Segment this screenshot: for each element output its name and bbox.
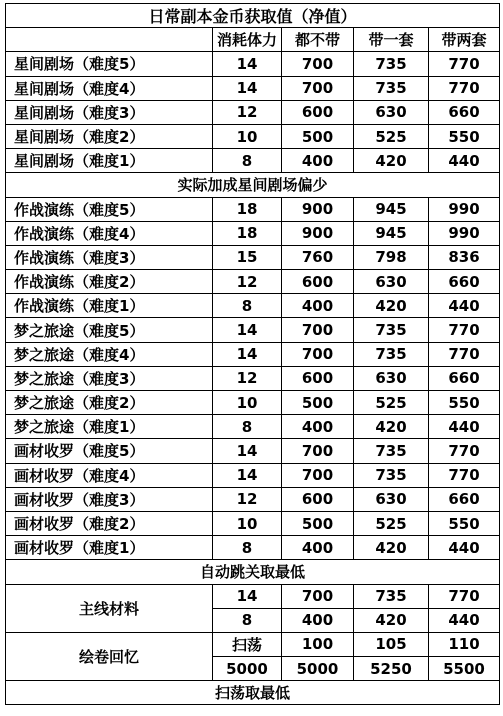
value-cell-two-sets[interactable]: 836 — [429, 245, 500, 269]
spreadsheet-table — [5, 3, 500, 705]
header-cell-none[interactable]: 都不带 — [282, 28, 354, 52]
value-cell-one-set[interactable]: 105 — [354, 632, 429, 656]
value-cell-none[interactable]: 900 — [282, 221, 354, 245]
table-row — [6, 294, 500, 318]
value-cell-none[interactable]: 500 — [282, 124, 354, 148]
value-cell-one-set[interactable]: 420 — [354, 415, 429, 439]
table-row — [6, 439, 500, 463]
table-row — [6, 52, 500, 76]
value-cell-two-sets[interactable]: 770 — [429, 584, 500, 608]
value-cell-one-set[interactable]: 420 — [354, 294, 429, 318]
footer-row — [6, 681, 500, 705]
value-cell-one-set[interactable]: 735 — [354, 318, 429, 342]
value-cell-none[interactable]: 600 — [282, 100, 354, 124]
header-cell-empty[interactable] — [6, 28, 213, 52]
row-name-cell[interactable]: 画材收罗（难度4） — [6, 463, 213, 487]
row-name-cell[interactable]: 画材收罗（难度2） — [6, 511, 213, 535]
row-name-cell[interactable]: 作战演练（难度4） — [6, 221, 213, 245]
row-name-cell[interactable]: 画材收罗（难度3） — [6, 487, 213, 511]
table-row — [6, 342, 500, 366]
value-cell-one-set[interactable]: 630 — [354, 366, 429, 390]
value-cell-stamina[interactable]: 14 — [213, 439, 282, 463]
value-cell-stamina[interactable]: 12 — [213, 487, 282, 511]
note-row — [6, 560, 500, 584]
table-row — [6, 221, 500, 245]
row-name-cell[interactable]: 作战演练（难度5） — [6, 197, 213, 221]
value-cell-two-sets[interactable]: 440 — [429, 294, 500, 318]
value-cell-none[interactable]: 760 — [282, 245, 354, 269]
value-cell-one-set[interactable]: 735 — [354, 342, 429, 366]
row-name-cell[interactable]: 星间剧场（难度3） — [6, 100, 213, 124]
value-cell-two-sets[interactable]: 440 — [429, 536, 500, 560]
note-row — [6, 173, 500, 197]
table-row — [6, 511, 500, 535]
row-name-cell[interactable]: 星间剧场（难度2） — [6, 124, 213, 148]
row-name-cell[interactable]: 梦之旅途（难度5） — [6, 318, 213, 342]
value-cell-none[interactable]: 5000 — [282, 657, 354, 681]
table-row — [6, 415, 500, 439]
row-name-cell[interactable]: 梦之旅途（难度1） — [6, 415, 213, 439]
header-row — [6, 28, 500, 52]
value-cell-one-set[interactable]: 630 — [354, 487, 429, 511]
value-cell-one-set[interactable]: 798 — [354, 245, 429, 269]
value-cell-two-sets[interactable]: 990 — [429, 197, 500, 221]
value-cell-stamina[interactable]: 18 — [213, 221, 282, 245]
value-cell-stamina[interactable]: 14 — [213, 342, 282, 366]
value-cell-one-set[interactable]: 630 — [354, 270, 429, 294]
table-row — [6, 463, 500, 487]
row-name-cell[interactable]: 作战演练（难度3） — [6, 245, 213, 269]
section-note[interactable]: 自动跳关取最低 — [6, 560, 500, 584]
row-name-cell[interactable]: 星间剧场（难度5） — [6, 52, 213, 76]
header-cell-two-sets[interactable]: 带两套 — [429, 28, 500, 52]
value-cell-one-set[interactable]: 420 — [354, 149, 429, 173]
header-cell-one-set[interactable]: 带一套 — [354, 28, 429, 52]
value-cell-two-sets[interactable]: 990 — [429, 221, 500, 245]
header-cell-stamina[interactable]: 消耗体力 — [213, 28, 282, 52]
value-cell-none[interactable]: 700 — [282, 463, 354, 487]
value-cell-none[interactable]: 600 — [282, 366, 354, 390]
value-cell-stamina[interactable]: 14 — [213, 584, 282, 608]
value-cell-two-sets[interactable]: 440 — [429, 149, 500, 173]
value-cell-one-set[interactable]: 735 — [354, 439, 429, 463]
value-cell-none[interactable]: 400 — [282, 415, 354, 439]
row-name-cell[interactable]: 作战演练（难度2） — [6, 270, 213, 294]
value-cell-two-sets[interactable]: 660 — [429, 487, 500, 511]
value-cell-one-set[interactable]: 5250 — [354, 657, 429, 681]
value-cell-one-set[interactable]: 945 — [354, 197, 429, 221]
value-cell-stamina[interactable]: 18 — [213, 197, 282, 221]
row-name-cell[interactable]: 梦之旅途（难度2） — [6, 391, 213, 415]
title-row — [6, 4, 500, 28]
value-cell-stamina[interactable]: 12 — [213, 100, 282, 124]
value-cell-none[interactable]: 700 — [282, 52, 354, 76]
value-cell-stamina[interactable]: 14 — [213, 52, 282, 76]
value-cell-none[interactable]: 400 — [282, 149, 354, 173]
value-cell-none[interactable]: 100 — [282, 632, 354, 656]
table-row — [6, 318, 500, 342]
value-cell-none[interactable]: 600 — [282, 487, 354, 511]
value-cell-one-set[interactable]: 525 — [354, 511, 429, 535]
row-name-cell[interactable]: 星间剧场（难度1） — [6, 149, 213, 173]
value-cell-stamina[interactable]: 8 — [213, 536, 282, 560]
value-cell-stamina[interactable]: 8 — [213, 149, 282, 173]
value-cell-stamina[interactable]: 8 — [213, 294, 282, 318]
value-cell-stamina[interactable]: 14 — [213, 463, 282, 487]
value-cell-two-sets[interactable]: 770 — [429, 342, 500, 366]
value-cell-one-set[interactable]: 735 — [354, 52, 429, 76]
value-cell-none[interactable]: 600 — [282, 270, 354, 294]
value-cell-two-sets[interactable]: 660 — [429, 270, 500, 294]
value-cell-none[interactable]: 400 — [282, 608, 354, 632]
value-cell-two-sets[interactable]: 440 — [429, 608, 500, 632]
value-cell-one-set[interactable]: 735 — [354, 584, 429, 608]
value-cell-two-sets[interactable]: 770 — [429, 463, 500, 487]
value-cell-one-set[interactable]: 525 — [354, 124, 429, 148]
value-cell-none[interactable]: 700 — [282, 318, 354, 342]
value-cell-two-sets[interactable]: 660 — [429, 366, 500, 390]
value-cell-two-sets[interactable]: 550 — [429, 391, 500, 415]
value-cell-stamina[interactable]: 8 — [213, 415, 282, 439]
value-cell-none[interactable]: 400 — [282, 536, 354, 560]
value-cell-two-sets[interactable]: 110 — [429, 632, 500, 656]
table-row — [6, 197, 500, 221]
row-name-cell[interactable]: 作战演练（难度1） — [6, 294, 213, 318]
value-cell-none[interactable]: 700 — [282, 342, 354, 366]
value-cell-two-sets[interactable]: 550 — [429, 124, 500, 148]
table-title[interactable]: 日常副本金币获取值（净值） — [6, 4, 500, 28]
value-cell-two-sets[interactable]: 660 — [429, 100, 500, 124]
value-cell-none[interactable]: 500 — [282, 391, 354, 415]
value-cell-none[interactable]: 700 — [282, 584, 354, 608]
value-cell-two-sets[interactable]: 550 — [429, 511, 500, 535]
value-cell-stamina[interactable]: 14 — [213, 318, 282, 342]
main-material-label[interactable]: 主线材料 — [6, 584, 213, 632]
value-cell-stamina[interactable]: 扫荡 — [213, 632, 282, 656]
value-cell-one-set[interactable]: 735 — [354, 76, 429, 100]
table-row — [6, 149, 500, 173]
value-cell-stamina[interactable]: 12 — [213, 270, 282, 294]
value-cell-stamina[interactable]: 10 — [213, 124, 282, 148]
value-cell-none[interactable]: 700 — [282, 439, 354, 463]
footer-note[interactable]: 扫荡取最低 — [6, 681, 500, 705]
value-cell-none[interactable]: 400 — [282, 294, 354, 318]
row-name-cell[interactable]: 画材收罗（难度1） — [6, 536, 213, 560]
value-cell-two-sets[interactable]: 770 — [429, 76, 500, 100]
value-cell-stamina[interactable]: 12 — [213, 366, 282, 390]
table-row — [6, 487, 500, 511]
value-cell-two-sets[interactable]: 770 — [429, 318, 500, 342]
value-cell-two-sets[interactable]: 5500 — [429, 657, 500, 681]
main-material-row — [6, 584, 500, 608]
scroll-memory-label[interactable]: 绘卷回忆 — [6, 632, 213, 680]
value-cell-one-set[interactable]: 420 — [354, 608, 429, 632]
section-note[interactable]: 实际加成星间剧场偏少 — [6, 173, 500, 197]
value-cell-none[interactable]: 700 — [282, 76, 354, 100]
value-cell-stamina[interactable]: 14 — [213, 76, 282, 100]
value-cell-none[interactable]: 500 — [282, 511, 354, 535]
table-row — [6, 391, 500, 415]
value-cell-stamina[interactable]: 5000 — [213, 657, 282, 681]
value-cell-none[interactable]: 900 — [282, 197, 354, 221]
value-cell-stamina[interactable]: 8 — [213, 608, 282, 632]
table-row — [6, 366, 500, 390]
value-cell-stamina[interactable]: 10 — [213, 391, 282, 415]
value-cell-two-sets[interactable]: 440 — [429, 415, 500, 439]
scroll-memory-row — [6, 632, 500, 656]
table-row — [6, 245, 500, 269]
row-name-cell[interactable]: 画材收罗（难度5） — [6, 439, 213, 463]
value-cell-two-sets[interactable]: 770 — [429, 439, 500, 463]
spreadsheet-body — [6, 4, 500, 705]
value-cell-one-set[interactable]: 945 — [354, 221, 429, 245]
table-row — [6, 100, 500, 124]
value-cell-stamina[interactable]: 15 — [213, 245, 282, 269]
value-cell-one-set[interactable]: 420 — [354, 536, 429, 560]
table-row — [6, 124, 500, 148]
value-cell-one-set[interactable]: 525 — [354, 391, 429, 415]
value-cell-one-set[interactable]: 735 — [354, 463, 429, 487]
row-name-cell[interactable]: 梦之旅途（难度3） — [6, 366, 213, 390]
row-name-cell[interactable]: 梦之旅途（难度4） — [6, 342, 213, 366]
table-row — [6, 76, 500, 100]
value-cell-two-sets[interactable]: 770 — [429, 52, 500, 76]
row-name-cell[interactable]: 星间剧场（难度4） — [6, 76, 213, 100]
table-row — [6, 270, 500, 294]
value-cell-stamina[interactable]: 10 — [213, 511, 282, 535]
value-cell-one-set[interactable]: 630 — [354, 100, 429, 124]
table-row — [6, 536, 500, 560]
